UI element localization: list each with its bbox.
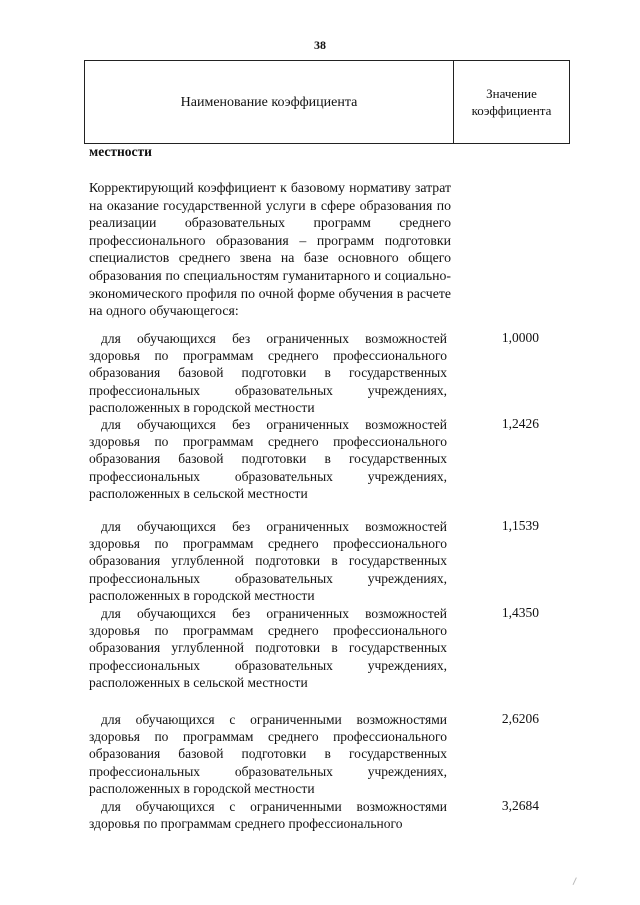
row-value: 2,6206	[501, 711, 539, 726]
row-description: для обучающихся без ограниченных возможностей здоровья по программам среднего профессионального образования углубленной подготовки в государственных профессиональных образовательных учреждениях, расположенных в сельской местности	[89, 606, 447, 690]
table-row	[89, 416, 559, 502]
row-description: для обучающихся без ограниченных возможностей здоровья по программам среднего профессионального образования базовой подготовки в государственных профессиональных образовательных учреждениях, расположенных в сельской местности	[89, 417, 447, 501]
table-row	[89, 711, 559, 797]
column-header-value	[454, 61, 569, 143]
continuation-text: местности	[89, 144, 152, 159]
row-value: 1,2426	[501, 416, 539, 431]
scan-mark	[573, 877, 581, 886]
column-header-name: Наименование коэффициента	[85, 61, 454, 143]
intro-paragraph: Корректирующий коэффициент к базовому нормативу затрат на оказание государственной услуги в сфере образования по реализации образовательных программ среднего профессионального образования – программ подготовки специалистов среднего звена на базе основного общего образования по специальностям гуманитарного и социально-экономического профиля по очной форме обучения в расчете на одного обучающегося:	[89, 180, 451, 319]
table-header	[84, 60, 570, 144]
row-value: 1,4350	[501, 605, 539, 620]
column-header-value-line1: Значение	[486, 86, 537, 101]
row-value: 1,1539	[501, 518, 539, 533]
row-value: 1,0000	[501, 330, 539, 345]
table-row	[89, 518, 559, 604]
table-row	[89, 605, 559, 691]
row-description: для обучающихся без ограниченных возможностей здоровья по программам среднего профессионального образования углубленной подготовки в государственных профессиональных образовательных учреждениях, расположенных в городской местности	[89, 519, 447, 603]
row-description: для обучающихся с ограниченными возможностями здоровья по программам среднего профессионального образования базовой подготовки в государственных профессиональных образовательных учреждениях, расположенных в городской местности	[89, 712, 447, 796]
page-number: 38	[314, 38, 326, 52]
table-row	[89, 798, 559, 832]
row-value: 3,2684	[501, 798, 539, 813]
row-description: для обучающихся без ограниченных возможностей здоровья по программам среднего профессионального образования базовой подготовки в государственных профессиональных образовательных учреждениях, расположенных в городской местности	[89, 331, 447, 415]
column-header-value-line2: коэффициента	[471, 103, 552, 118]
table-row	[89, 330, 559, 416]
row-description: для обучающихся с ограниченными возможностями здоровья по программам среднего профессионального	[89, 799, 447, 832]
